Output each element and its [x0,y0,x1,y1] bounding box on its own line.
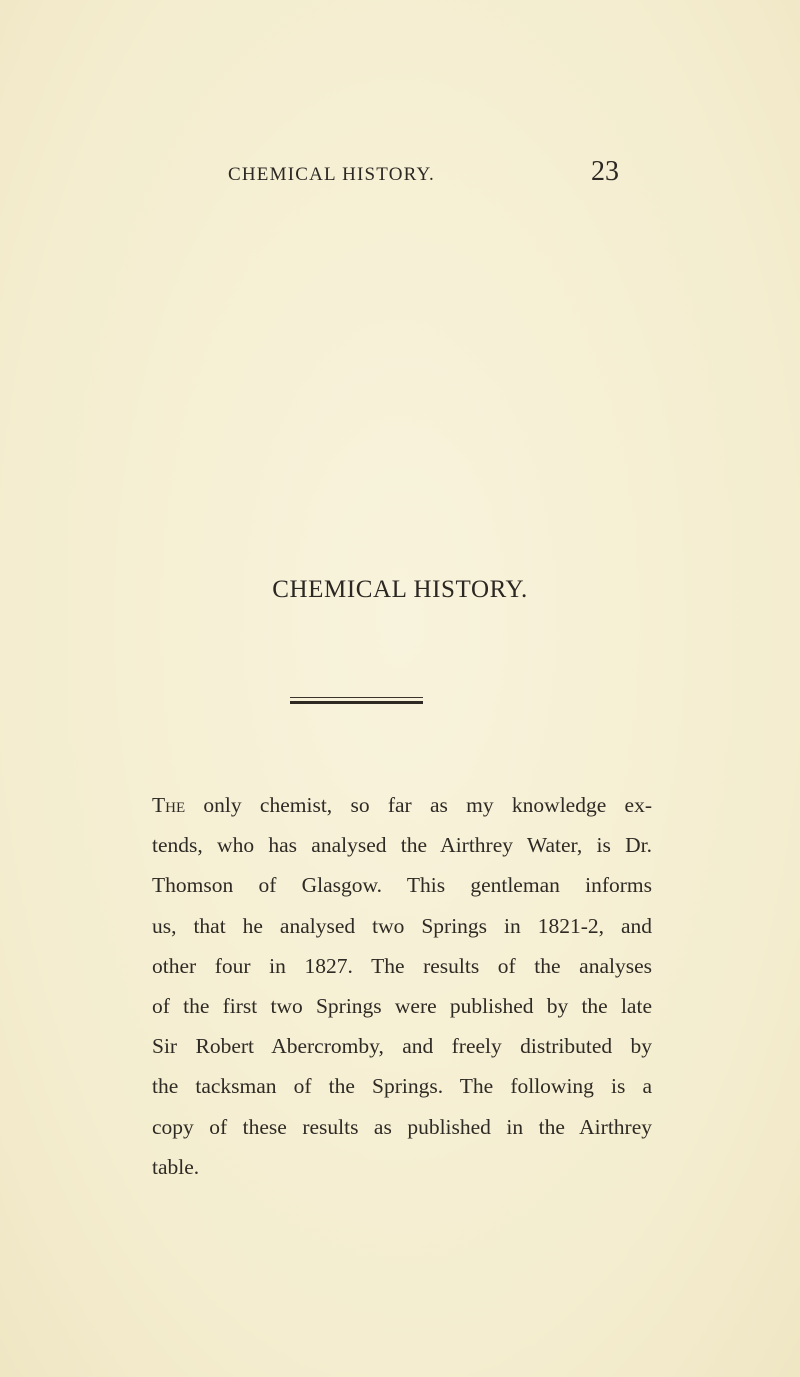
running-head [0,156,800,200]
paragraph-line [152,785,652,825]
paragraph-line: other four in 1827. The results of the analyses [152,953,652,978]
paragraph-line: Sir Robert Abercromby, and freely distributed by [152,1034,652,1059]
paragraph-line: tends, who has analysed the Airthrey Water, is Dr. [152,833,652,858]
paragraph-line-text: only chemist, so far as my knowledge ex- [203,793,652,817]
paragraph-line: the tacksman of the Springs. The following is a [152,1074,652,1099]
divider-thin-line [290,697,423,698]
paragraph-line: of the first two Springs were published by the late [152,993,652,1018]
paragraph-line: copy of these results as published in the Airthrey [152,1114,652,1139]
opening-word: The [152,793,186,817]
paragraph-line: table. [152,1154,200,1179]
divider-thick-line [290,701,423,704]
paragraph-line: Thomson of Glasgow. This gentleman informs [152,873,652,898]
chapter-title: CHEMICAL HISTORY. [272,576,528,603]
page-number: 23 [591,156,619,187]
section-divider [290,697,423,704]
paragraph-line: us, that he analysed two Springs in 1821-2, and [152,913,652,938]
body-paragraph [152,785,652,1187]
running-title: CHEMICAL HISTORY. [228,164,435,185]
